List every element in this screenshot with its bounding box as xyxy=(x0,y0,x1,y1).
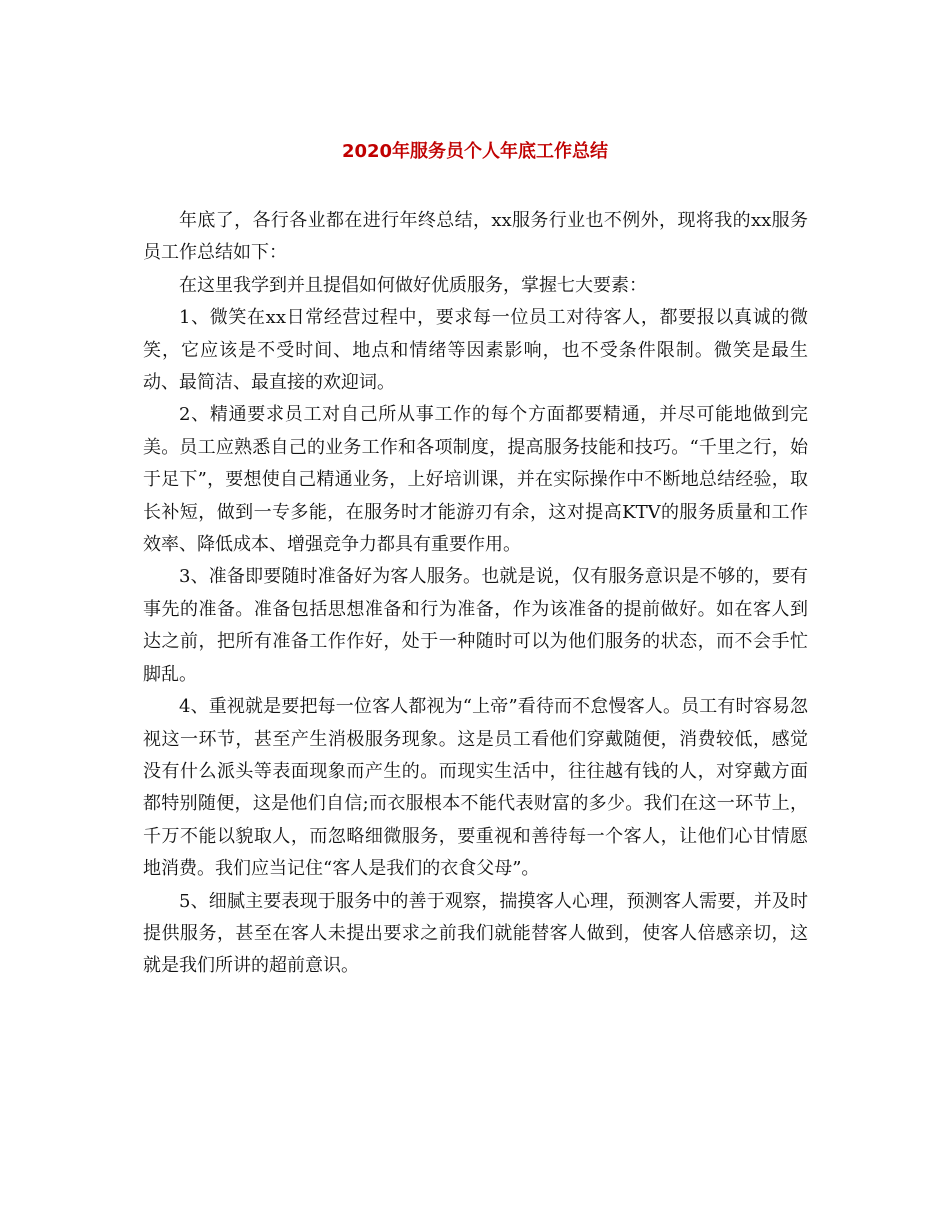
paragraph-attention: 4、重视就是要把每一位客人都视为“上帝”看待而不怠慢客人。员工有时容易忽视这一环节，甚至产生消极服务现象。这是员工看他们穿戴随便，消费较低，感觉没有什么派头等表面现象而产生的。而现实生活中，往往越有钱的人，对穿戴方面都特别随便，这是他们自信;而衣服根本不能代表财富的多少。我们在这一环节上，千万不能以貌取人，而忽略细微服务，要重视和善待每一个客人，让他们心甘情愿地消费。我们应当记住“客人是我们的衣食父母”。 xyxy=(143,696,808,880)
paragraph-elements-intro: 在这里我学到并且提倡如何做好优质服务，掌握七大要素： xyxy=(179,274,647,296)
document-title: 2020年服务员个人年底工作总结 xyxy=(341,141,609,162)
paragraph-meticulous: 5、细腻主要表现于服务中的善于观察，揣摸客人心理，预测客人需要，并及时提供服务，甚至在客人未提出要求之前我们就能替客人做到，使客人倍感亲切，这就是我们所讲的超前意识。 xyxy=(143,890,808,977)
paragraph-intro: 年底了，各行各业都在进行年终总结，xx服务行业也不例外，现将我的xx服务员工作总结如下： xyxy=(143,210,808,264)
document-body xyxy=(143,205,808,983)
paragraph-smile: 1、微笑在xx日常经营过程中，要求每一位员工对待客人，都要报以真诚的微笑，它应该是不受时间、地点和情绪等因素影响，也不受条件限制。微笑是最生动、最简洁、最直接的欢迎词。 xyxy=(143,307,808,394)
paragraph-preparation: 3、准备即要随时准备好为客人服务。也就是说，仅有服务意识是不够的，要有事先的准备。准备包括思想准备和行为准备，作为该准备的提前做好。如在客人到达之前，把所有准备工作作好，处于一种随时可以为他们服务的状态，而不会手忙脚乱。 xyxy=(143,566,808,685)
paragraph-proficiency: 2、精通要求员工对自己所从事工作的每个方面都要精通，并尽可能地做到完美。员工应熟悉自己的业务工作和各项制度，提高服务技能和技巧。“千里之行，始于足下”，要想使自己精通业务，上好培训课，并在实际操作中不断地总结经验，取长补短，做到一专多能，在服务时才能游刃有余，这对提高KTV的服务质量和工作效率、降低成本、增强竞争力都具有重要作用。 xyxy=(143,404,808,556)
